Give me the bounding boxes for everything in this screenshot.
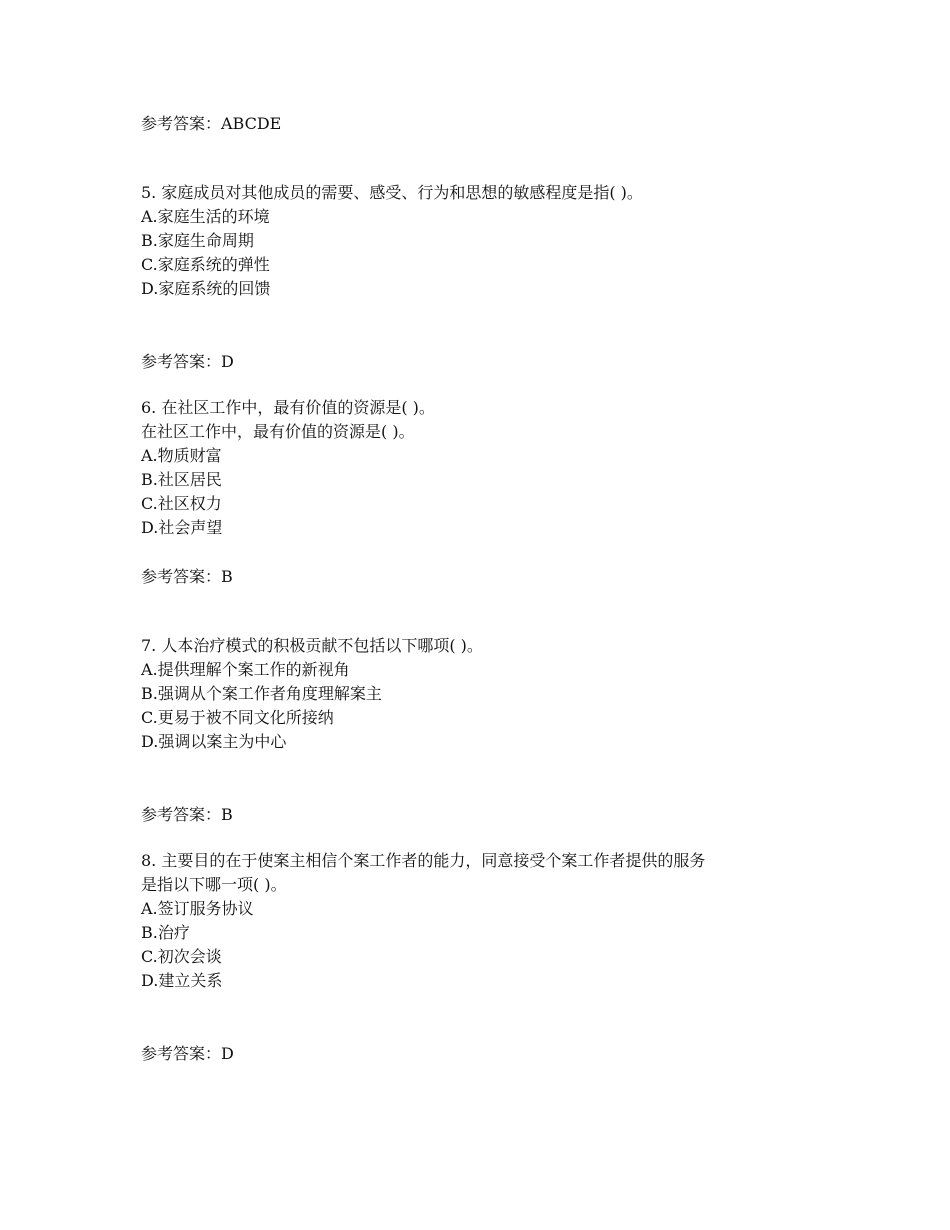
q7-option-d: D.强调以案主为中心 [141, 732, 287, 751]
q8-option-b: B.治疗 [141, 923, 190, 942]
q8-stem-line1: 8. 主要目的在于使案主相信个案工作者的能力，同意接受个案工作者提供的服务 [141, 851, 706, 870]
q8-option-d: D.建立关系 [141, 971, 223, 990]
q7-stem: 7. 人本治疗模式的积极贡献不包括以下哪项( )。 [141, 636, 483, 655]
q6-stem: 6. 在社区工作中，最有价值的资源是( )。 [141, 398, 435, 417]
q6-option-b: B.社区居民 [141, 470, 222, 489]
q6-stem-repeat: 在社区工作中，最有价值的资源是( )。 [141, 422, 415, 441]
q4-answer: 参考答案：ABCDE [141, 114, 282, 133]
q6-option-c: C.社区权力 [141, 494, 222, 513]
q8-answer: 参考答案：D [141, 1044, 234, 1063]
q6-option-d: D.社会声望 [141, 518, 223, 537]
q8-option-c: C.初次会谈 [141, 947, 222, 966]
q8-option-a: A.签订服务协议 [141, 899, 254, 918]
q5-option-c: C.家庭系统的弹性 [141, 255, 270, 274]
q5-stem: 5. 家庭成员对其他成员的需要、感受、行为和思想的敏感程度是指( )。 [141, 183, 643, 202]
q5-answer: 参考答案：D [141, 352, 234, 371]
q5-option-a: A.家庭生活的环境 [141, 207, 270, 226]
q7-option-a: A.提供理解个案工作的新视角 [141, 660, 350, 679]
q5-option-d: D.家庭系统的回馈 [141, 279, 271, 298]
q6-option-a: A.物质财富 [141, 446, 222, 465]
q7-answer: 参考答案：B [141, 805, 233, 824]
q6-answer: 参考答案：B [141, 567, 233, 586]
q5-option-b: B.家庭生命周期 [141, 231, 254, 250]
q7-option-c: C.更易于被不同文化所接纳 [141, 708, 334, 727]
q7-option-b: B.强调从个案工作者角度理解案主 [141, 684, 382, 703]
q8-stem-line2: 是指以下哪一项( )。 [141, 875, 287, 894]
